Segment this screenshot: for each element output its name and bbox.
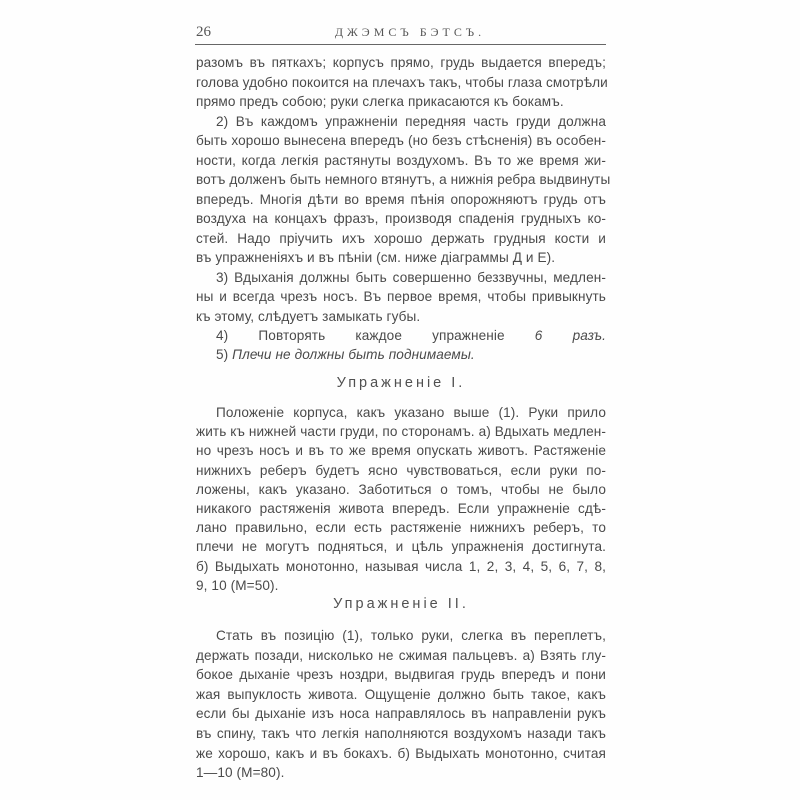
text-line: никакого растяженія живота впередъ. Если упражненіе сдѣ- <box>196 501 606 516</box>
text-line: б) Выдыхать монотонно, называя числа 1, 2, 3, 4, 5, 6, 7, 8, <box>196 558 606 574</box>
text-line-item4 <box>216 327 606 345</box>
text-line: 9, 10 (M=50). <box>196 577 279 593</box>
text-line-item5 <box>216 346 606 364</box>
text-line: держать позади, нисколько не сжимая пальцевъ. а) Взять глу- <box>196 647 606 663</box>
header-rule <box>195 44 606 45</box>
item5-emphasis: Плечи не должны быть поднимаемы. <box>232 347 475 362</box>
text-line: плечи не могутъ подняться, и цѣль упражненія достигнута. <box>196 539 606 555</box>
text-line: бокое дыханіе чрезъ ноздри, выдвигая грудь впередъ и пони <box>196 667 606 683</box>
text-line: ны и всегда чрезъ носъ. Въ первое время, чтобы привыкнуть <box>196 289 606 304</box>
text-line: Стать въ позицію (1), только руки, слегка въ переплетъ, <box>216 628 606 643</box>
text-line: разомъ въ пяткахъ; корпусъ прямо, грудь выдается впередъ; <box>196 55 606 70</box>
text-line: голова удобно покоится на плечахъ такъ, чтобы глаза смотрѣли <box>196 74 608 90</box>
text-line: 3) Вдыханія должны быть совершенно беззвучны, медлен- <box>216 269 606 285</box>
text-line: воздуха на концахъ фразъ, производя спаденія грудныхъ ко- <box>196 211 606 226</box>
text-line: если бы дыханіе изъ носа направлялось въ направленіи рукъ <box>196 706 606 722</box>
exercise-1-heading: Упражненіе I. <box>336 375 466 391</box>
exercise-2-heading: Упражненіе II. <box>333 596 469 612</box>
text-line: 2) Въ каждомъ упражненіи передняя часть груди должна <box>216 113 606 129</box>
text-line: лано правильно, если есть растяженіе нижнихъ реберъ, то <box>196 520 606 536</box>
text-line: вотъ долженъ быть немного втянутъ, а нижнія ребра выдвинуты <box>196 172 611 187</box>
running-title: ДЖЭМСЪ БЭТСЪ. <box>334 25 486 39</box>
page-number: 26 <box>196 24 211 40</box>
text-line: ложены, какъ указано. Заботиться о томъ, чтобы не было <box>196 481 606 497</box>
text-line: же хорошо, какъ и въ бокахъ. б) Выдыхать монотонно, считая <box>196 745 606 761</box>
text-line: ности, когда легкія растянуты воздухомъ. Въ то же время жи- <box>196 152 606 168</box>
text-line: жая выпуклость живота. Ощущеніе должно быть такое, какъ <box>196 686 606 702</box>
text-line: жить къ нижней части груди, по сторонамъ. а) Вдыхать медлен- <box>196 424 606 440</box>
text-line: Положеніе корпуса, какъ указано выше (1). Руки прило <box>216 405 606 420</box>
text-line: стей. Надо пріучить ихъ хорошо держать грудныя кости и <box>196 230 606 246</box>
text-line: быть хорошо вынесена впередъ (но безъ стѣсненія) въ особен- <box>196 133 606 148</box>
text-line: прямо предъ собою; руки слегка прикасаются къ бокамъ. <box>196 94 564 109</box>
item5-text: 5) <box>216 347 233 362</box>
item4-text: 4) Повторять каждое упражненіе <box>216 328 535 343</box>
text-line: въ упражненіяхъ и въ пѣніи (см. ниже діаграммы Д и Е). <box>196 250 556 265</box>
text-line: 1—10 (M=80). <box>196 765 285 781</box>
item4-emphasis: 6 разъ. <box>534 328 606 343</box>
text-line: нижнихъ реберъ будетъ ясно чувствоваться, если руки по- <box>196 462 606 478</box>
text-line: впередъ. Многія дѣти во время пѣнія опорожняютъ грудь отъ <box>196 191 606 207</box>
text-line: но чрезъ носъ и въ то же время опускать животъ. Растяженіе <box>196 443 606 459</box>
text-line: къ этому, слѣдуетъ замыкать губы. <box>196 308 421 324</box>
text-line: въ спину, такъ что легкія наполняются воздухомъ назади такъ <box>196 726 606 741</box>
